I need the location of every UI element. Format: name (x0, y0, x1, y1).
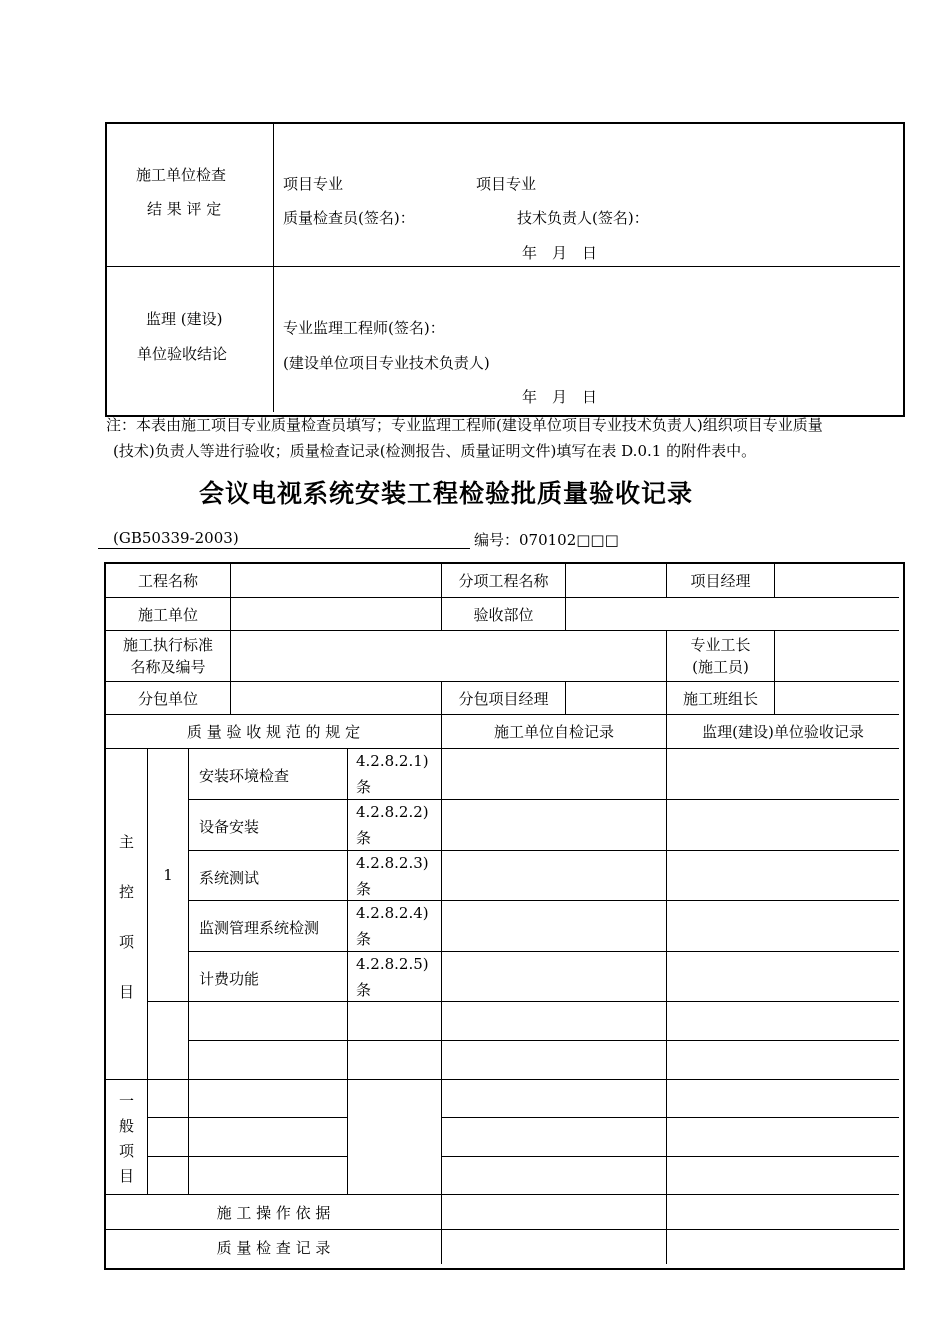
main-item-supervision[interactable] (667, 749, 899, 800)
main-empty-clause[interactable] (348, 1041, 442, 1080)
main-item-name: 系统测试 (189, 851, 348, 901)
main-item-self-check[interactable] (442, 851, 667, 901)
main-control-char-1: 主 (119, 833, 135, 851)
general-index[interactable] (148, 1157, 189, 1195)
main-control-char-4: 目 (119, 983, 135, 1001)
note-line-2: (技术)负责人等进行验收；质量检查记录(检测报告、质量证明文件)填写在表 D.0.1 的附件表中。 (113, 442, 757, 460)
main-item-supervision[interactable] (667, 800, 899, 851)
project-manager-label: 项目经理 (667, 564, 775, 598)
acceptance-part-value[interactable] (566, 598, 899, 631)
supervision-label-1: 监理 (建设) (146, 310, 223, 328)
main-empty-index[interactable] (148, 1002, 189, 1080)
general-char-2: 般 (119, 1117, 135, 1135)
quality-record-self[interactable] (442, 1230, 667, 1264)
main-control-label (106, 749, 148, 1080)
construction-check-label-2: 结 果 评 定 (147, 200, 222, 218)
quality-record-label: 质 量 检 查 记 录 (106, 1230, 442, 1264)
date-2: 年 月 日 (522, 388, 598, 406)
main-item-self-check[interactable] (442, 901, 667, 952)
note-line-1: 注：本表由施工项目专业质量检查员填写；专业监理工程师(建设单位项目专业技术负责人)组织项目专业质量 (106, 416, 823, 434)
supervision-header: 监理(建设)单位验收记录 (667, 715, 899, 749)
general-index[interactable] (148, 1080, 189, 1118)
foreman-label: 专业工长 (施工员) (667, 631, 775, 682)
team-leader-label: 施工班组长 (667, 682, 775, 715)
signature-table-divider-h (106, 266, 900, 267)
main-empty-clause[interactable] (348, 1002, 442, 1041)
subcontractor-value[interactable] (231, 682, 442, 715)
project-name-value[interactable] (231, 564, 442, 598)
main-item-self-check[interactable] (442, 952, 667, 1002)
project-name-label: 工程名称 (106, 564, 231, 598)
main-item-name: 计费功能 (189, 952, 348, 1002)
general-char-4: 目 (119, 1167, 135, 1185)
operation-basis-supervision[interactable] (667, 1195, 899, 1230)
main-item-clause: 4.2.8.2.1) 条 (348, 749, 442, 800)
general-char-3: 项 (119, 1142, 135, 1160)
general-self-check[interactable] (442, 1080, 667, 1118)
standard-value[interactable] (231, 631, 667, 682)
main-empty-supervision[interactable] (667, 1002, 899, 1041)
construction-unit-value[interactable] (231, 598, 442, 631)
main-item-self-check[interactable] (442, 749, 667, 800)
general-name[interactable] (189, 1080, 348, 1118)
general-char-1: 一 (119, 1092, 135, 1110)
main-control-char-2: 控 (119, 883, 135, 901)
tech-leader-signature: 技术负责人(签名)： (517, 209, 649, 227)
general-self-check[interactable] (442, 1157, 667, 1195)
main-item-clause: 4.2.8.2.5) 条 (348, 952, 442, 1002)
general-supervision[interactable] (667, 1157, 899, 1195)
foreman-value[interactable] (775, 631, 899, 682)
subcontractor-label: 分包单位 (106, 682, 231, 715)
construction-unit-label: 施工单位 (106, 598, 231, 631)
main-control-char-3: 项 (119, 933, 135, 951)
main-empty-self-check[interactable] (442, 1002, 667, 1041)
sub-pm-label: 分包项目经理 (442, 682, 566, 715)
general-name[interactable] (189, 1157, 348, 1195)
builder-rep: (建设单位项目专业技术负责人) (283, 354, 490, 372)
general-supervision[interactable] (667, 1080, 899, 1118)
supervisor-signature: 专业监理工程师(签名)： (283, 319, 445, 337)
sub-pm-value[interactable] (566, 682, 667, 715)
serial-number: 编号：070102□□□ (474, 531, 619, 549)
date-1: 年 月 日 (522, 244, 598, 262)
main-item-name: 设备安装 (189, 800, 348, 851)
main-item-self-check[interactable] (442, 800, 667, 851)
signature-table-divider-v (273, 123, 274, 412)
standard-underline (98, 548, 470, 549)
operation-basis-self[interactable] (442, 1195, 667, 1230)
main-item-name: 安装环境检查 (189, 749, 348, 800)
project-pro-a: 项目专业 (283, 175, 344, 193)
acceptance-part-label: 验收部位 (442, 598, 566, 631)
project-pro-b: 项目专业 (476, 175, 537, 193)
main-item-supervision[interactable] (667, 901, 899, 952)
main-empty-name[interactable] (189, 1041, 348, 1080)
quality-record-supervision[interactable] (667, 1230, 899, 1264)
main-item-clause: 4.2.8.2.4) 条 (348, 901, 442, 952)
general-index[interactable] (148, 1118, 189, 1157)
main-item-name: 监测管理系统检测 (189, 901, 348, 952)
supervision-label-2: 单位验收结论 (137, 345, 228, 363)
page-title: 会议电视系统安装工程检验批质量验收记录 (199, 479, 694, 508)
sub-project-name-label: 分项工程名称 (442, 564, 566, 598)
team-leader-value[interactable] (775, 682, 899, 715)
general-supervision[interactable] (667, 1118, 899, 1157)
project-manager-value[interactable] (775, 564, 899, 598)
main-item-clause: 4.2.8.2.2) 条 (348, 800, 442, 851)
spec-header: 质 量 验 收 规 范 的 规 定 (106, 715, 442, 749)
general-self-check[interactable] (442, 1118, 667, 1157)
standard-label: 施工执行标准 名称及编号 (106, 631, 231, 682)
general-name[interactable] (189, 1118, 348, 1157)
standard-code: (GB50339-2003) (113, 529, 239, 547)
main-empty-self-check[interactable] (442, 1041, 667, 1080)
construction-check-label-1: 施工单位检查 (136, 166, 227, 184)
general-clause[interactable] (348, 1080, 442, 1195)
sub-project-name-value[interactable] (566, 564, 667, 598)
main-item-clause: 4.2.8.2.3) 条 (348, 851, 442, 901)
self-check-header: 施工单位自检记录 (442, 715, 667, 749)
main-empty-name[interactable] (189, 1002, 348, 1041)
main-item-supervision[interactable] (667, 952, 899, 1002)
main-index: 1 (148, 749, 189, 1002)
main-item-supervision[interactable] (667, 851, 899, 901)
qc-inspector-signature: 质量检查员(签名)： (283, 209, 415, 227)
operation-basis-label: 施 工 操 作 依 据 (106, 1195, 442, 1230)
main-empty-supervision[interactable] (667, 1041, 899, 1080)
